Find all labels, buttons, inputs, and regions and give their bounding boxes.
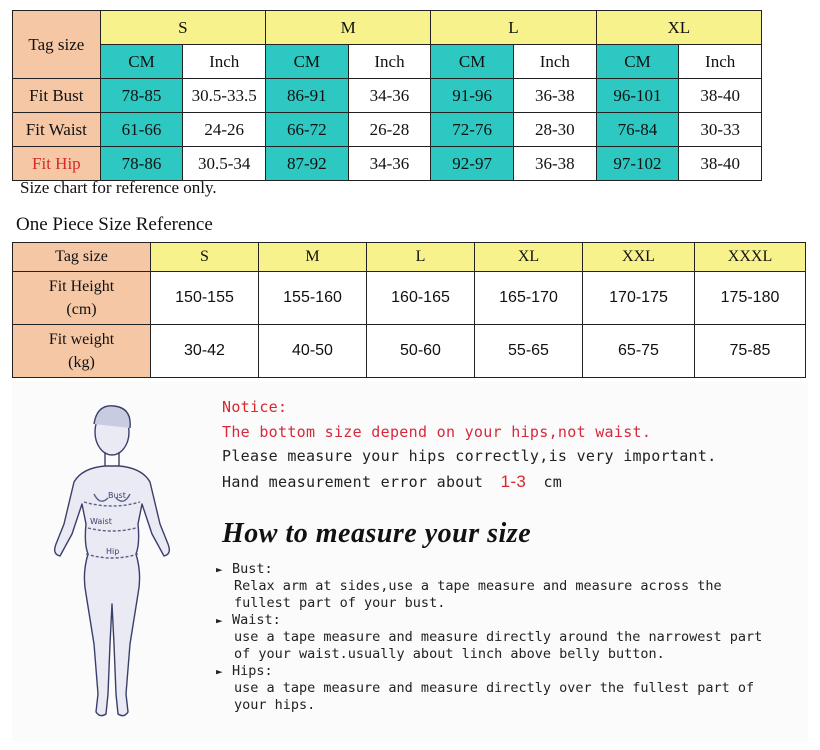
row-label-fit-bust: Fit Bust: [13, 79, 101, 113]
arrow-icon: ►: [216, 563, 223, 576]
table-cell: 165-170: [475, 272, 583, 325]
instruction-label: Bust:: [232, 561, 273, 577]
table-cell: 76-84: [596, 113, 679, 147]
unit-inch: Inch: [679, 45, 762, 79]
unit-inch: Inch: [348, 45, 431, 79]
table-cell: 78-86: [100, 147, 183, 181]
table-cell: 26-28: [348, 113, 431, 147]
body-figure-illustration: [42, 394, 182, 734]
size-header-m: M: [266, 11, 431, 45]
row-label-fit-weight: [13, 325, 151, 378]
notice-line-measure: Please measure your hips correctly,is very important.: [222, 447, 717, 465]
instruction-label: Waist:: [232, 612, 281, 628]
row-label-fit-waist: Fit Waist: [13, 113, 101, 147]
instruction-text: use a tape measure and measure directly around the narrowest part: [234, 629, 763, 645]
error-prefix: Hand measurement error about: [222, 473, 484, 491]
table-cell: 55-65: [475, 325, 583, 378]
table-cell: 86-91: [266, 79, 349, 113]
table-cell: 97-102: [596, 147, 679, 181]
table-cell: 30.5-34: [183, 147, 266, 181]
instruction-hips: [216, 663, 754, 714]
table-cell: 170-175: [583, 272, 695, 325]
table-cell: 72-76: [431, 113, 514, 147]
label-line: Fit weight: [48, 331, 115, 348]
instruction-label: Hips:: [232, 663, 273, 679]
table-cell: 50-60: [367, 325, 475, 378]
instruction-text: fullest part of your bust.: [234, 595, 446, 611]
one-piece-title: One Piece Size Reference: [16, 214, 213, 235]
table-cell: 65-75: [583, 325, 695, 378]
table-row: [13, 79, 762, 113]
label-unit: (kg): [68, 354, 95, 371]
table-cell: 150-155: [151, 272, 259, 325]
table-row: [13, 113, 762, 147]
table-cell: 87-92: [266, 147, 349, 181]
instruction-text: of your waist.usually about linch above belly button.: [234, 646, 665, 662]
table-cell: 34-36: [348, 79, 431, 113]
size-header-xxxl: XXXL: [695, 243, 806, 272]
reference-note: Size chart for reference only.: [20, 178, 217, 197]
tag-size-header: Tag size: [13, 243, 151, 272]
size-header-xxl: XXL: [583, 243, 695, 272]
size-header-s: S: [100, 11, 265, 45]
unit-inch: Inch: [183, 45, 266, 79]
table-row: [13, 272, 806, 325]
table-cell: 30.5-33.5: [183, 79, 266, 113]
table-cell: 24-26: [183, 113, 266, 147]
unit-cm: CM: [100, 45, 183, 79]
table-cell: 36-38: [513, 147, 596, 181]
table-cell: 96-101: [596, 79, 679, 113]
table-cell: 40-50: [259, 325, 367, 378]
instruction-waist: [216, 612, 762, 663]
tag-size-header: Tag size: [13, 11, 101, 79]
instruction-bust: [216, 561, 722, 612]
table-cell: 155-160: [259, 272, 367, 325]
table-cell: 30-42: [151, 325, 259, 378]
unit-inch: Inch: [513, 45, 596, 79]
hip-label: Hip: [106, 547, 120, 556]
size-header-l: L: [431, 11, 596, 45]
label-unit: (cm): [66, 301, 97, 318]
table-cell: 34-36: [348, 147, 431, 181]
table-cell: 175-180: [695, 272, 806, 325]
arrow-icon: ►: [216, 614, 223, 627]
table-cell: 75-85: [695, 325, 806, 378]
instruction-text: your hips.: [234, 697, 316, 713]
size-header-m: M: [259, 243, 367, 272]
instruction-text: use a tape measure and measure directly over the fullest part of: [234, 680, 755, 696]
table-cell: 91-96: [431, 79, 514, 113]
table-cell: 160-165: [367, 272, 475, 325]
one-piece-size-table: [12, 242, 806, 378]
unit-cm: CM: [596, 45, 679, 79]
table-row: [13, 325, 806, 378]
size-header-s: S: [151, 243, 259, 272]
table-row: [13, 147, 762, 181]
notice-line-error: [222, 472, 562, 492]
table-cell: 30-33: [679, 113, 762, 147]
table-cell: 61-66: [100, 113, 183, 147]
notice-title: Notice:: [222, 398, 288, 416]
error-unit: cm: [543, 473, 563, 491]
how-to-measure-title: How to measure your size: [222, 518, 532, 549]
unit-cm: CM: [266, 45, 349, 79]
table-cell: 78-85: [100, 79, 183, 113]
table-cell: 92-97: [431, 147, 514, 181]
size-header-xl: XL: [475, 243, 583, 272]
arrow-icon: ►: [216, 665, 223, 678]
table-cell: 36-38: [513, 79, 596, 113]
error-value: 1-3: [500, 472, 527, 491]
size-header-l: L: [367, 243, 475, 272]
table-cell: 38-40: [679, 147, 762, 181]
waist-label: Waist: [90, 517, 112, 526]
notice-line-hips: The bottom size depend on your hips,not waist.: [222, 423, 652, 441]
unit-cm: CM: [431, 45, 514, 79]
bust-label: Bust: [108, 491, 126, 500]
instruction-text: Relax arm at sides,use a tape measure and measure across the: [234, 578, 722, 594]
table-cell: 28-30: [513, 113, 596, 147]
size-header-xl: XL: [596, 11, 761, 45]
table-cell: 38-40: [679, 79, 762, 113]
label-line: Fit Height: [48, 278, 115, 295]
row-label-fit-height: [13, 272, 151, 325]
row-label-fit-hip: Fit Hip: [13, 147, 101, 181]
table-cell: 66-72: [266, 113, 349, 147]
size-chart-table: [12, 10, 762, 181]
